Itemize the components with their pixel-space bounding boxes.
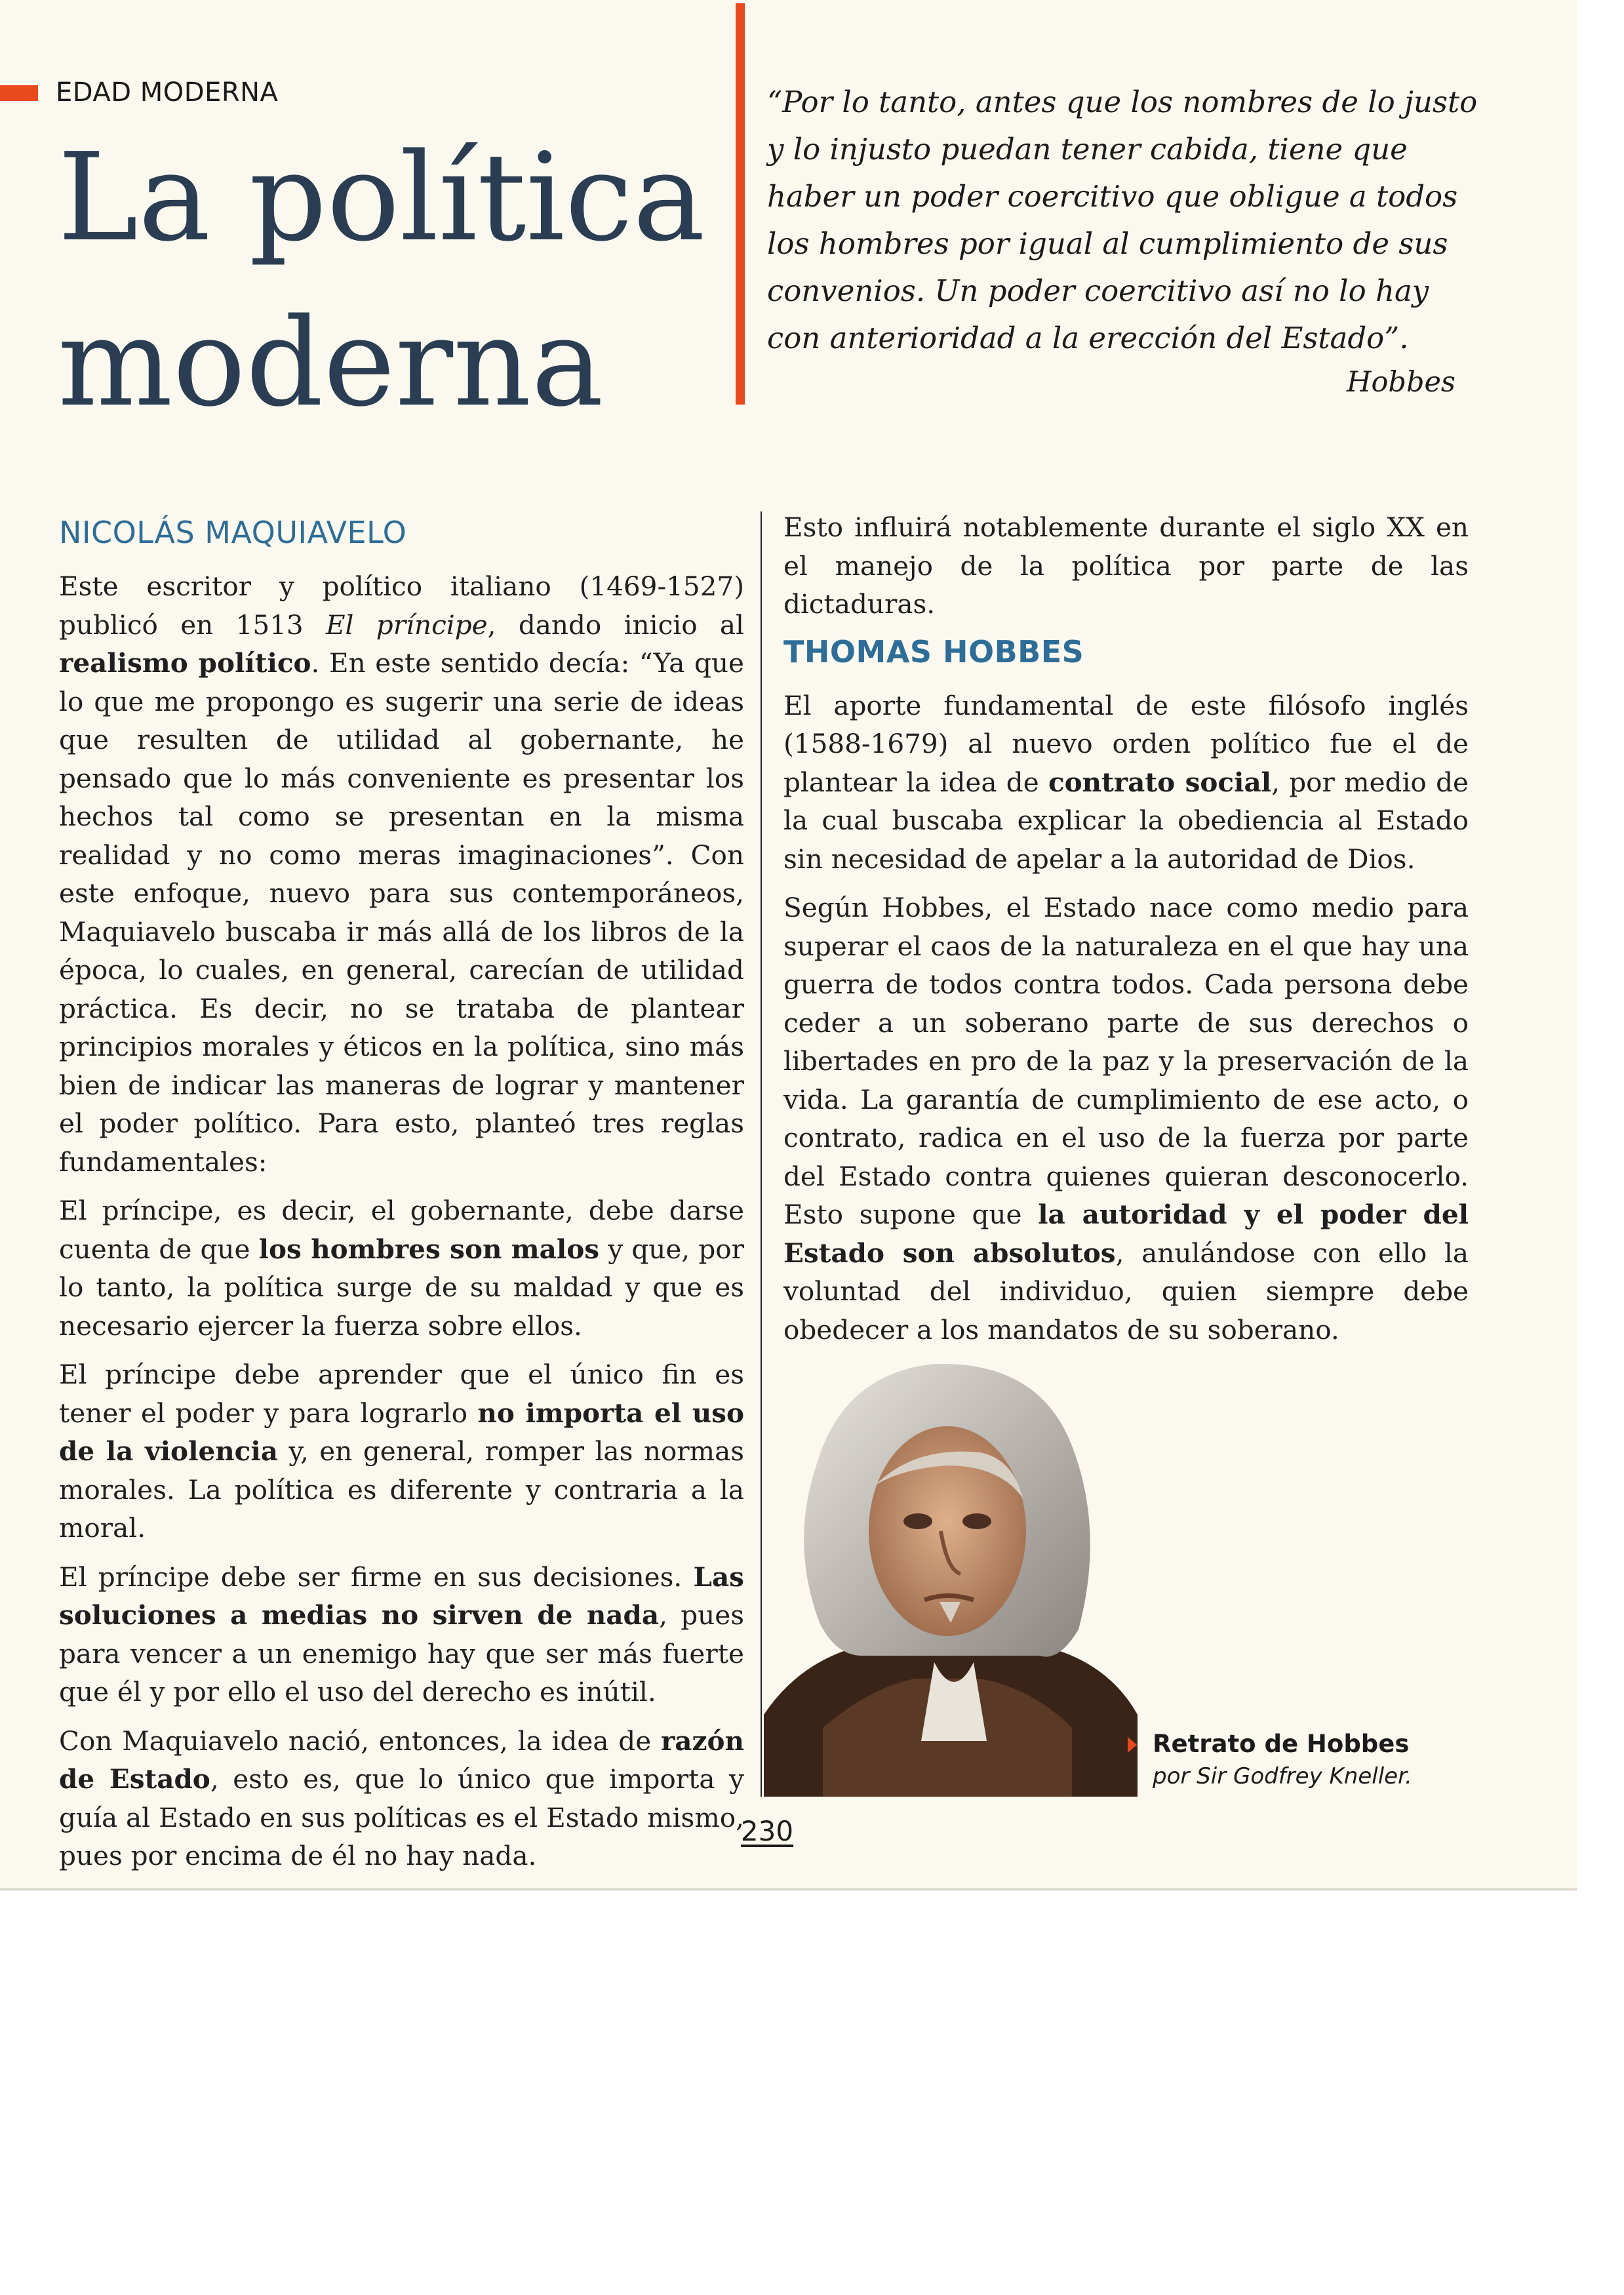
section-title-hobbes: THOMAS HOBBES: [783, 633, 1084, 669]
bold-term: no importa el uso de la violencia: [59, 1397, 744, 1467]
text-run: Este escritor y político italiano (1469-1527) publicó en 1513: [59, 570, 744, 641]
section-title-maquiavelo: NICOLÁS MAQUIAVELO: [59, 515, 407, 550]
text-run: , dando inicio al: [487, 609, 744, 641]
paragraph: [783, 687, 1469, 879]
text-run: , anulándose con ello la voluntad del individuo, quien siempre debe obedecer a los mandatos de su soberano.: [783, 1237, 1469, 1346]
text-run: El aporte fundamental de este filósofo inglés (1588-1679) al nuevo orden político fue el de plantear la idea de: [783, 689, 1469, 798]
text-run: El príncipe debe ser firme en sus decisiones.: [59, 1561, 694, 1593]
quote-accent-rule: [736, 3, 745, 405]
text-run: y, en general, romper las normas morales. La política es diferente y contraria a la moral.: [59, 1435, 744, 1544]
bold-term: realismo político: [59, 647, 311, 679]
paragraph: [783, 888, 1469, 1349]
text-run: El príncipe debe aprender que el único fin es tener el poder y para lograrlo: [59, 1359, 744, 1429]
bold-term: razón de Estado: [59, 1725, 744, 1795]
bold-term: Las soluciones a medias no sirven de nada: [59, 1561, 744, 1631]
bold-term: contrato social: [1048, 766, 1272, 798]
portrait-caption: [1128, 1728, 1495, 1792]
hobbes-portrait-illustration: [764, 1347, 1138, 1797]
page-title: [58, 115, 726, 445]
italic-title: El príncipe: [325, 609, 488, 641]
text-run: . En este sentido decía: “Ya que lo que me propongo es sugerir una serie de ideas que resulten de utilidad al gobernante, he pensado que lo más conveniente es presentar los hechos tal como se presentan en la misma realidad y no como meras imaginaciones”. Con este enfoque, nuevo para sus contemporáneos, Maquiavelo buscaba ir más allá de los libros de la época, lo cuales, en general, carecían de utilidad práctica. Es decir, no se trataba de plantear principios morales y éticos en la política, sino más bien de indicar las maneras de lograr y mantener el poder político. Para esto, planteó tres reglas fundamentales:: [59, 647, 744, 1178]
paragraph: [59, 1191, 744, 1345]
section-kicker: EDAD MODERNA: [56, 77, 279, 108]
paragraph: [783, 508, 1469, 624]
paragraph: [59, 567, 744, 1181]
caption-arrow-icon: [1128, 1737, 1137, 1753]
kicker-accent-bar: [0, 85, 38, 101]
caption-title: Retrato de Hobbes: [1153, 1730, 1410, 1758]
page-number: 230: [740, 1815, 794, 1847]
text-run: y que, por lo tanto, la política surge de su maldad y que es necesario ejercer la fuerza sobre ellos.: [59, 1233, 745, 1342]
text-run: , pues para vencer a un enemigo hay que ser más fuerte que él y por ello el uso del derecho es inútil.: [59, 1599, 744, 1707]
title-line-2: moderna: [58, 292, 604, 433]
text-run: Según Hobbes, el Estado nace como medio para superar el caos de la naturaleza en el que hay una guerra de todos contra todos. Cada persona debe ceder a un soberano parte de sus derechos o libertades en pro de la paz y la preservación de la vida. La garantía de cumplimiento de ese acto, o contrato, radica en el uso de la fuerza por parte del Estado contra quienes quieran desconocerlo. Esto supone que: [783, 892, 1469, 1230]
column-divider: [761, 511, 762, 1797]
text-run: Con Maquiavelo nació, entonces, la idea de: [59, 1725, 661, 1757]
text-run: , por medio de la cual buscaba explicar la obediencia al Estado sin necesidad de apelar a la autoridad de Dios.: [783, 766, 1469, 875]
pull-quote: “Por lo tanto, antes que los nombres de lo justo y lo injusto puedan tener cabida, tiene que haber un poder coercitivo que obligue a todos los hombres por igual al cumplimiento de sus convenios. Un poder coercitivo así no lo hay con anterioridad a la erección del Estado”.: [767, 85, 1478, 355]
column-hobbes: [783, 508, 1469, 1359]
quote-author: Hobbes: [1347, 366, 1456, 399]
paragraph: [59, 1722, 744, 1875]
paragraph: [59, 1558, 744, 1711]
column-maquiavelo: [59, 515, 744, 1886]
text-run: El príncipe, es decir, el gobernante, debe darse cuenta de que: [59, 1195, 744, 1265]
title-line-1: La política: [58, 127, 705, 268]
text-run: , esto es, que lo único que importa y guía al Estado en sus políticas es el Estado mismo, pues por encima de él no hay nada.: [59, 1763, 745, 1871]
text-run: Esto influirá notablemente durante el siglo XX en el manejo de la política por parte de las dictaduras.: [783, 511, 1469, 620]
caption-credit: por Sir Godfrey Kneller.: [1153, 1763, 1412, 1789]
bold-term: la autoridad y el poder del Estado son absolutos: [783, 1199, 1469, 1269]
bold-term: los hombres son malos: [258, 1233, 600, 1265]
paragraph: [59, 1355, 744, 1547]
